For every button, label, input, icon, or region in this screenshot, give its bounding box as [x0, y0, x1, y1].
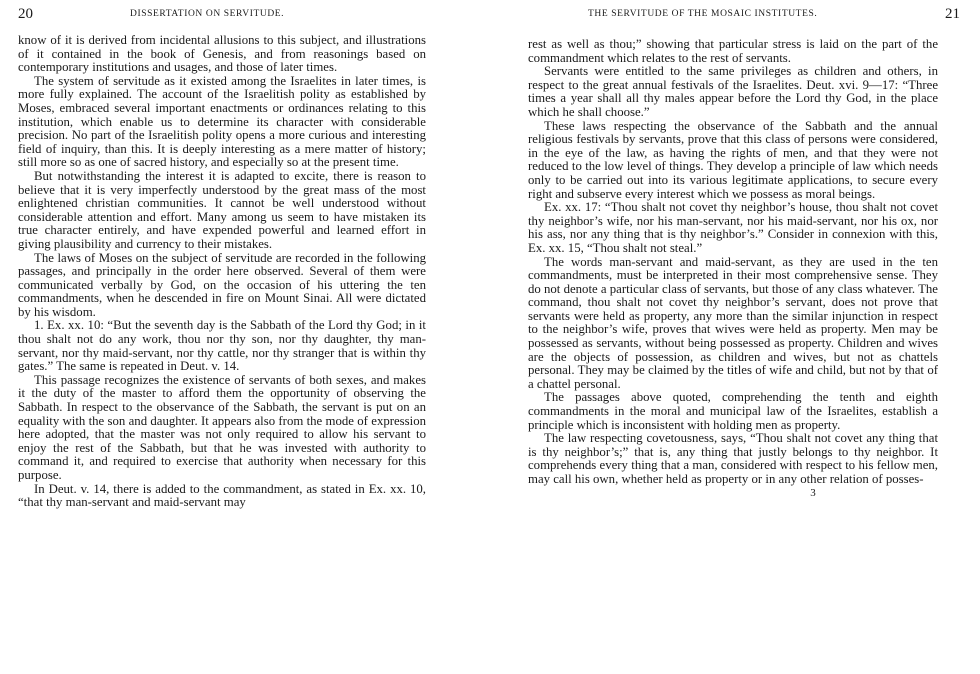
right-paragraph: rest as well as thou;” showing that particular stress is laid on the part of the commandment which relates to the rest of servants.: [528, 37, 938, 65]
left-page-body: [18, 34, 426, 510]
right-paragraph: These laws respecting the observance of the Sabbath and the annual religious festivals by servants, prove that this class of persons were considered, in the eye of the law, as having the rights of men, and that they were not reduced to the low level of things. They develop a principle of law which needs only to be carried out into its various legitimate applications, to secure every right and subserve every interest which we possess as moral beings.: [528, 118, 938, 201]
left-paragraph: The system of servitude as it existed among the Israelites in later times, is more fully explained. The account of the Israelitish polity as established by Moses, embraced several important enactments or ordinances relating to this institution, which enable us to determine its character with considerable precision. No part of the Israelitish polity opens a more curious and interesting field of inquiry, than this. It is deeply interesting as a mere matter of history; still more so as one of sacred history, and especially so at the present time.: [18, 73, 426, 170]
signature-mark: 3: [810, 486, 816, 499]
right-paragraph: The words man-servant and maid-servant, as they are used in the ten commandments, must be interpreted in their most comprehensive sense. They do not denote a particular class of servants, but those of any class whatever. The command, thou shalt not covet thy neighbor’s servant, does not prove that servants were held as property, any more than the similar injunction in respect to the neighbor’s wife, proves that wives were held as property. Men may be possessed as servants, without being possessed as property. Children and wives are the objects of possession, as children and wives, but not as chattels personal. They may be claimed by the titles of wife and child, but not by that of a chattel personal.: [528, 254, 938, 391]
right-paragraph: Servants were entitled to the same privileges as children and others, in respect to the great annual festivals of the Israelites. Deut. xvi. 9—17: “Three times a year shall all thy males appear before the Lord thy God, in the place which he shall choose.”: [528, 64, 938, 119]
right-running-head: THE SERVITUDE OF THE MOSAIC INSTITUTES.: [588, 9, 818, 19]
right-paragraph: The passages above quoted, comprehending the tenth and eighth commandments in the moral and municipal law of the Israelites, establish a principle which is inconsistent with holding men as property.: [528, 390, 938, 432]
right-page-number: 21: [945, 6, 960, 22]
left-paragraph: In Deut. v. 14, there is added to the commandment, as stated in Ex. xx. 10, “that thy man-servant and maid-servant may: [18, 481, 426, 510]
right-paragraph: The law respecting covetousness, says, “Thou shalt not covet any thing that is thy neighbor’s;” that is, any thing that justly belongs to thy neighbor. It comprehends every thing that a man, considered with respect to his fellow men, may call his own, whether held as property or in any other relation of posses-: [528, 431, 938, 486]
right-page: [490, 0, 980, 674]
right-page-header: [528, 6, 960, 24]
left-paragraph: This passage recognizes the existence of servants of both sexes, and makes it the duty of the master to afford them the opportunity of observing the Sabbath. In respect to the observance of the Sabbath, the servant is put on an equality with the son and daughter. It appears also from the mode of expression here adopted, that the master was not only required to allow his servant to enjoy the rest of the Sabbath, but that he was invested with authority to command it, and required to exercise that authority when necessary for this purpose.: [18, 372, 426, 482]
left-paragraph: The laws of Moses on the subject of servitude are recorded in the following passages, and principally in the order here observed. Several of them were communicated verbally by God, on the occasion of his uttering the ten commandments, when he descended in fire on Mount Sinai. All were dictated by his wisdom.: [18, 250, 426, 319]
left-page-header: [18, 6, 426, 24]
left-running-head: DISSERTATION ON SERVITUDE.: [130, 9, 285, 19]
right-page-body: [528, 38, 938, 499]
left-paragraph: But notwithstanding the interest it is adapted to excite, there is reason to believe that it is very imperfectly understood by the great mass of the most enlightened christian communities. It cannot be well understood without considerable attention and effort. Many among us seem to have mistaken its true character entirely, and have expended powerful and learned effort in giving plausibility and currency to their mistakes.: [18, 168, 426, 251]
left-page-number: 20: [18, 6, 33, 22]
left-paragraph: 1. Ex. xx. 10: “But the seventh day is the Sabbath of the Lord thy God; in it thou shalt not do any work, thou nor thy son, nor thy daughter, thy man-servant, nor thy maid-servant, nor thy cattle, nor thy stranger that is within thy gates.” The same is repeated in Deut. v. 14.: [18, 318, 426, 374]
left-paragraph: know of it is derived from incidental allusions to this subject, and illustrations of it contained in the book of Genesis, and from reasonings based on contemporary institutions and usages, and those of later times.: [18, 33, 426, 75]
right-paragraph: Ex. xx. 17: “Thou shalt not covet thy neighbor’s house, thou shalt not covet thy neighbor’s wife, nor his man-servant, nor his maid-servant, nor his ox, nor his ass, nor any thing that is thy neighbor’s.” Consider in connexion with this, Ex. xx. 15, “Thou shalt not steal.”: [528, 200, 938, 255]
